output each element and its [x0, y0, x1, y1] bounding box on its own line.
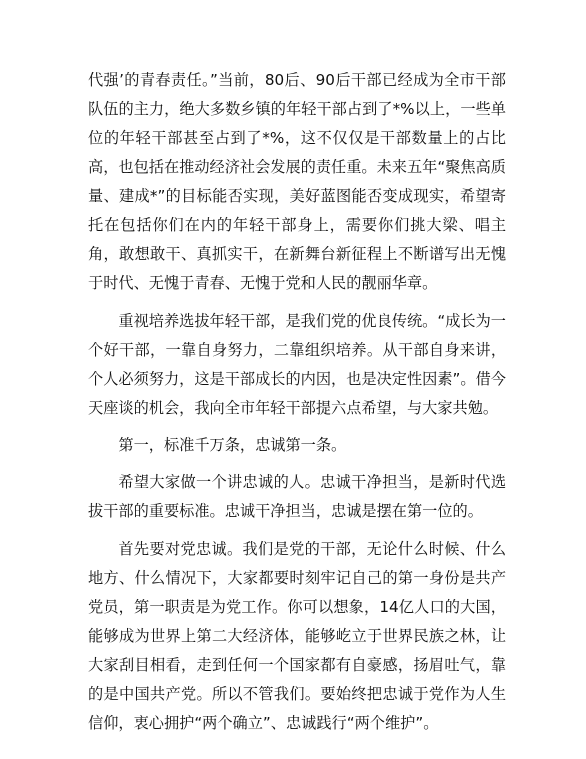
- section-heading-loyalty: 第一，标准千万条，忠诚第一条。: [118, 436, 347, 454]
- document-body: [88, 66, 506, 738]
- paragraph-loyalty-to-party: 首先要对党忠诚。我们是党的干部，无论什么时候、什么地方、什么情况下，大家都要时刻牢记自己的第一身份是共产党员，第一职责是为党工作。你可以想象，14亿人口的大国，能够成为世界上第二大经济体，能够屹立于世界民族之林，让大家刮目相看，走到任何一个国家都有自豪感，扬眉吐气，靠的是中国共产党。所以不管我们。要始终把忠诚于党作为人生信仰，衷心拥护“两个确立”、忠诚践行“两个维护”。: [88, 540, 506, 732]
- paragraph-continuation: 代强’的青春责任。”当前，80后、90后干部已经成为全市干部队伍的主力，绝大多数乡镇的年轻干部占到了*%以上，一些单位的年轻干部甚至占到了*%，这不仅仅是干部数量上的占比高，也包括在推动经济社会发展的责任重。未来五年“聚焦高质量、建成*”的目标能否实现，美好蓝图能否变成现实，希望寄托在包括你们在内的年轻干部身上，需要你们挑大梁、唱主角，敢想敢干、真抓实干，在新舞台新征程上不断谱写出无愧于时代、无愧于青春、无愧于党和人民的靓丽华章。: [88, 71, 506, 292]
- paragraph-cultivation-tradition: 重视培养选拔年轻干部，是我们党的优良传统。“成长为一个好干部，一靠自身努力，二靠组织培养。从干部自身来讲，个人必须努力，这是干部成长的内因，也是决定性因素”。借今天座谈的机会，我向全市年轻干部提六点希望，与大家共勉。: [88, 312, 506, 417]
- paragraph-loyalty-standard: 希望大家做一个讲忠诚的人。忠诚干净担当，是新时代选拔干部的重要标准。忠诚干净担当，忠诚是摆在第一位的。: [88, 473, 506, 520]
